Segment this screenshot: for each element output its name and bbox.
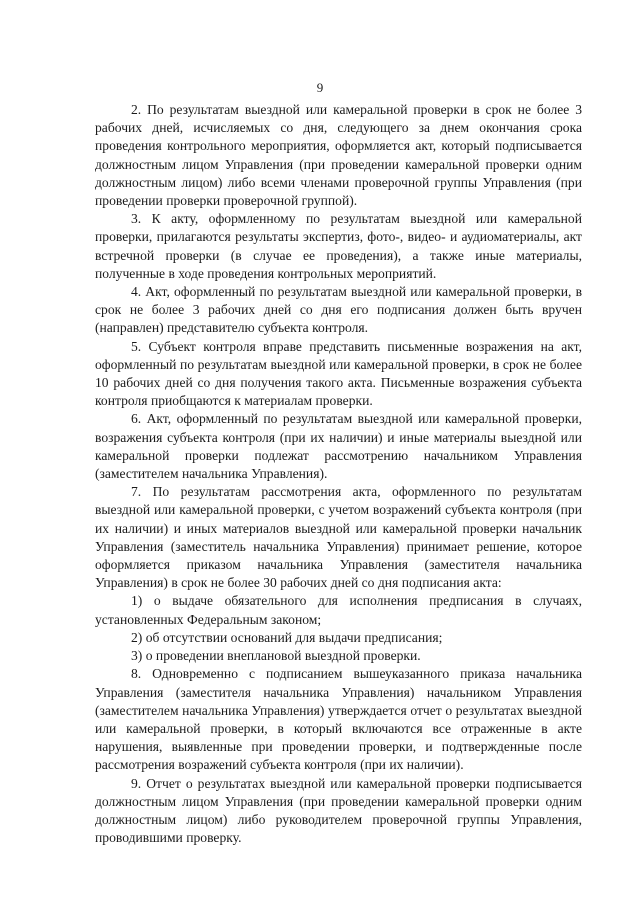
paragraph-4: 4. Акт, оформленный по результатам выездной или камеральной проверки, в срок не более 3 рабочих дней со дня его подписания должен быть вручен (направлен) представителю субъекта контроля. — [95, 284, 582, 336]
paragraph-9: 9. Отчет о результатах выездной или камеральной проверки подписывается должностным лицом Управления (при проведении камеральной проверки одним должностным лицом) либо руководителем проверочной группы Управления, проводившими проверку. — [95, 775, 582, 846]
page-number: 9 — [316, 80, 324, 95]
paragraph-8: 8. Одновременно с подписанием вышеуказанного приказа начальника Управления (заместителя начальника Управления) начальником Управления (заместителем начальника Управления) утверждается отчет о результатах выездной или камеральной проверки, в который включаются все отраженные в акте нарушения, выявленные при проведении проверки, и подтвержденные после рассмотрения возражений субъекта контроля (при их наличии). — [95, 666, 582, 773]
paragraph-6: 6. Акт, оформленный по результатам выездной или камеральной проверки, возражения субъекта контроля (при их наличии) и иные материалы выездной или камеральной проверки подлежат рассмотрению начальником Управления (заместителем начальника Управления). — [95, 411, 582, 482]
paragraph-3: 3. К акту, оформленному по результатам выездной или камеральной проверки, прилагаются результаты экспертиз, фото-, видео- и аудиоматериалы, акт встречной проверки (в случае ее проведения), а также иные материалы, полученные в ходе проведения контрольных мероприятий. — [95, 211, 582, 281]
list-item-1: 1) о выдаче обязательного для исполнения предписания в случаях, установленных Федеральным законом; — [95, 593, 582, 627]
list-item-3: 3) о проведении внеплановой выездной проверки. — [131, 648, 421, 664]
paragraph-2: 2. По результатам выездной или камеральной проверки в срок не более 3 рабочих дней, исчисляемых со дня, следующего за днем окончания срока проведения контрольного мероприятия, оформляется акт, который подписывается должностным лицом Управления (при проведении камеральной проверки одним должностным лицом) либо всеми членами проверочной группы Управления (при проведении проверки проверочной группой). — [95, 102, 582, 209]
paragraph-7: 7. По результатам рассмотрения акта, оформленного по результатам выездной или камеральной проверки, с учетом возражений субъекта контроля (при их наличии) и иных материалов выездной или камеральной проверки начальник Управления (заместитель начальника Управления) принимает решение, которое оформляется приказом начальника Управления (заместителя начальника Управления) в срок не более 30 рабочих дней со дня подписания акта: — [95, 484, 582, 591]
document-body — [95, 101, 582, 847]
list-item-2: 2) об отсутствии оснований для выдачи предписания; — [131, 629, 443, 645]
paragraph-5: 5. Субъект контроля вправе представить письменные возражения на акт, оформленный по результатам выездной или камеральной проверки, в срок не более 10 рабочих дней со дня получения такого акта. Письменные возражения субъекта контроля приобщаются к материалам проверки. — [95, 338, 582, 409]
